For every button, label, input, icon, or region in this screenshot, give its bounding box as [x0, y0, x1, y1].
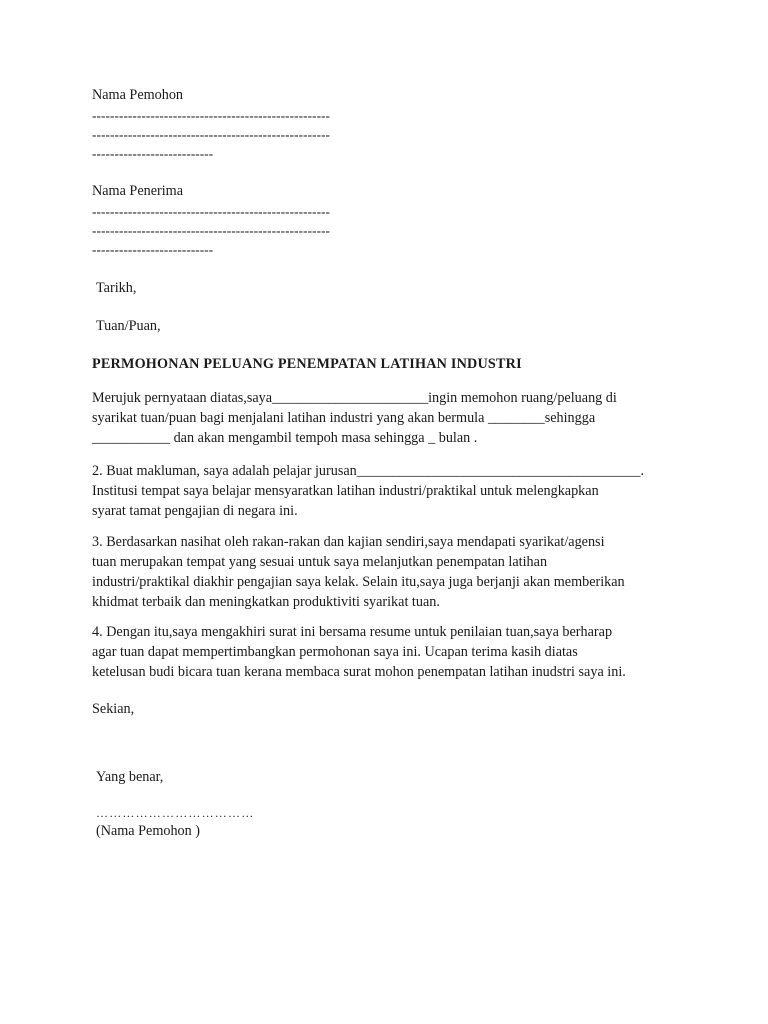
- signoff-text: Yang benar,: [96, 769, 164, 785]
- recipient-blank-line: ---------------------------: [92, 242, 214, 257]
- recipient-blank-line: -----------------------------------------------------: [92, 204, 331, 219]
- paragraph-line: khidmat terbaik dan meningkatkan produktiviti syarikat tuan.: [92, 594, 440, 610]
- signature-line: ………………………………: [96, 806, 255, 820]
- paragraph-1: [92, 388, 682, 448]
- closing-text: Sekian,: [92, 701, 135, 717]
- paragraph-line: Institusi tempat saya belajar mensyaratkan latihan industri/praktikal untuk melengkapkan: [92, 483, 599, 499]
- paragraph-3: [92, 532, 682, 612]
- signature-name: (Nama Pemohon ): [96, 823, 201, 839]
- paragraph-line: 4. Dengan itu,saya mengakhiri surat ini bersama resume untuk penilaian tuan,saya berharap: [92, 624, 613, 640]
- recipient-blank-line: -----------------------------------------------------: [92, 223, 331, 238]
- paragraph-line: Merujuk pernyataan diatas,saya______________________ingin memohon ruang/peluang di: [92, 390, 617, 406]
- paragraph-line: 3. Berdasarkan nasihat oleh rakan-rakan dan kajian sendiri,saya mendapati syarikat/agensi: [92, 534, 605, 550]
- paragraph-line: agar tuan dapat mempertimbangkan permohonan saya ini. Ucapan terima kasih diatas: [92, 644, 578, 660]
- paragraph-line: ketelusan budi bicara tuan kerana membaca surat mohon penempatan latihan inudstri saya ini.: [92, 664, 626, 680]
- paragraph-line: syarat tamat pengajian di negara ini.: [92, 503, 298, 519]
- paragraph-2: [92, 461, 682, 521]
- date-label: Tarikh,: [96, 280, 137, 296]
- paragraph-line: ___________ dan akan mengambil tempoh masa sehingga _ bulan .: [92, 430, 478, 446]
- applicant-blank-line: ---------------------------: [92, 146, 214, 161]
- applicant-blank-line: -----------------------------------------------------: [92, 108, 331, 123]
- paragraph-line: industri/praktikal diakhir pengajian saya kelak. Selain itu,saya juga berjanji akan memberikan: [92, 574, 625, 590]
- paragraph-line: tuan merupakan tempat yang sesuai untuk saya melanjutkan penempatan latihan: [92, 554, 548, 570]
- paragraph-line: 2. Buat makluman, saya adalah pelajar jurusan________________________________________.: [92, 463, 645, 479]
- applicant-label: Nama Pemohon: [92, 87, 184, 103]
- letter-title: PERMOHONAN PELUANG PENEMPATAN LATIHAN INDUSTRI: [92, 356, 522, 372]
- recipient-label: Nama Penerima: [92, 183, 183, 199]
- paragraph-4: [92, 622, 682, 682]
- salutation: Tuan/Puan,: [96, 318, 161, 334]
- applicant-blank-line: -----------------------------------------------------: [92, 127, 331, 142]
- paragraph-line: syarikat tuan/puan bagi menjalani latihan industri yang akan bermula ________sehingga: [92, 410, 596, 426]
